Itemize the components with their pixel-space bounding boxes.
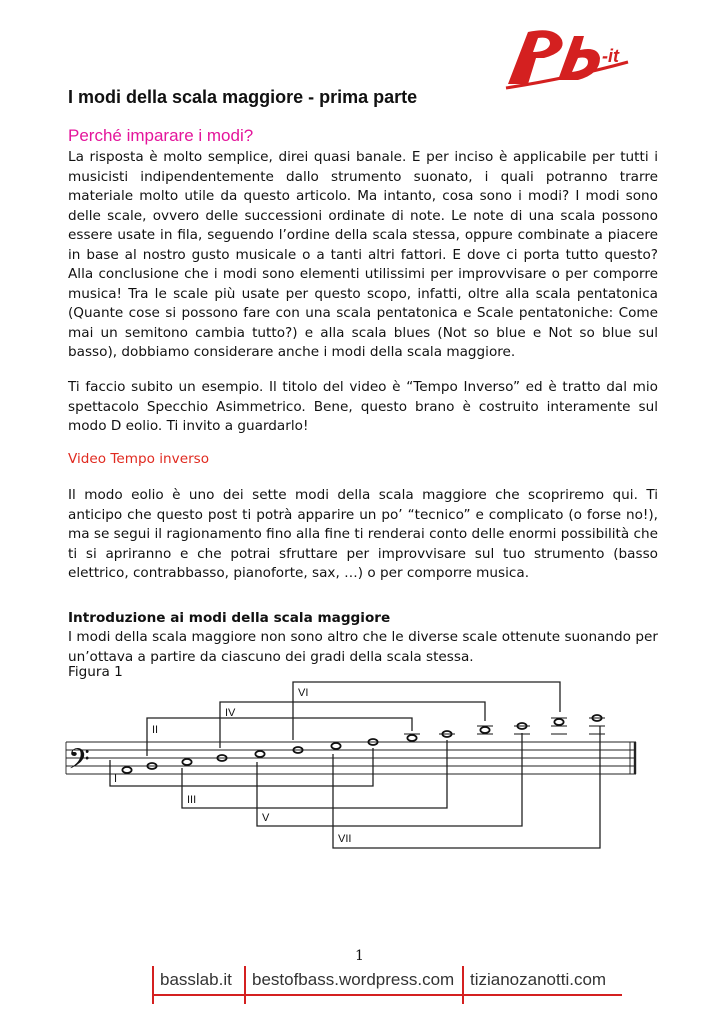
footer-link-basslab[interactable]: basslab.it — [160, 970, 232, 989]
footer-separator — [152, 966, 154, 1004]
mode-label-iii: III — [187, 794, 197, 806]
logo-suffix: -it — [602, 46, 619, 66]
page-number: 1 — [355, 948, 364, 964]
paragraph-example: Ti faccio subito un esempio. Il titolo del video è “Tempo Inverso” ed è tratto dal mio spettacolo Specchio Asimmetrico. Bene, questo brano è costruito interamente sul modo D eolio. Ti invito a guardarlo! — [68, 379, 658, 434]
footer-separator — [244, 966, 246, 1004]
mode-label-i: I — [114, 773, 118, 785]
brackets-above — [147, 682, 560, 756]
notes — [122, 715, 601, 773]
subheading: Introduzione ai modi della scala maggiore — [68, 610, 391, 626]
paragraph-intro: La risposta è molto semplice, direi quasi banale. E per inciso è applicabile per tutti i musicisti indipendentemente dallo strumento suonato, i quali potranno trarre materiale molto utile da questo articolo. Ma intanto, cosa sono i modi? I modi sono delle scale, ovvero delle successioni ordinate di note. Le note di una scala possono essere usate in fila, seguendo l’ordine della scala stessa, oppure combinate a piacere in base al nostro gusto musicale o a tanti altri fattori. E dove ci porta tutto questo? Alla conclusione che i modi sono elementi utilissimi per improvvisare o per comporre musica! Tra le scale più usate per questo scopo, infatti, oltre alla scala pentatonica (Quante cose si possono fare con una scala pentatonica e Scale pentatoniche: Come mai un semitono cambia tutto?) e alla scala blues (Not so blue e Not so blue sul basso), dobbiamo considerare anche i modi della scala maggiore. — [68, 149, 658, 360]
footer-link-bestofbass[interactable]: bestofbass.wordpress.com — [252, 970, 455, 989]
modes-diagram — [60, 676, 640, 856]
footer-link-tizianozanotti[interactable]: tizianozanotti.com — [470, 970, 607, 989]
footer-separator — [462, 966, 464, 1004]
footer-divider — [152, 994, 622, 996]
paragraph-modes-intro: I modi della scala maggiore non sono altro che le diverse scale ottenute suonando per un’ottava a partire da ciascuno dei gradi della scala stessa. — [68, 629, 658, 665]
figure-label: Figura 1 — [68, 664, 123, 680]
section-heading: Perché imparare i modi? — [68, 126, 254, 145]
mode-label-ii: II — [152, 724, 159, 736]
bass-clef-icon: 𝄢 — [68, 743, 90, 783]
mode-label-v: V — [262, 812, 270, 824]
mode-label-vi: VI — [298, 687, 309, 699]
page-title: I modi della scala maggiore - prima parte — [68, 87, 418, 107]
video-link[interactable]: Video Tempo inverso — [68, 451, 210, 467]
ledger-lines — [404, 718, 605, 734]
mode-label-iv: IV — [225, 707, 236, 719]
pb-it-logo — [500, 22, 640, 92]
mode-label-vii: VII — [338, 833, 352, 845]
brackets-below — [110, 726, 600, 848]
paragraph-eolio: Il modo eolio è uno dei sette modi della scala maggiore che scopriremo qui. Ti anticipo che questo post ti potrà apparire un po’ “tecnico” e complicato (o forse no!), ma se segui il ragionamento fino alla fine ti renderai conto delle enormi possibilità che ti si apriranno e che potrai sfruttare per improvvisare sul tuo strumento (basso elettrico, contrabbasso, pianoforte, sax, …) o per comporre musica. — [68, 487, 658, 581]
